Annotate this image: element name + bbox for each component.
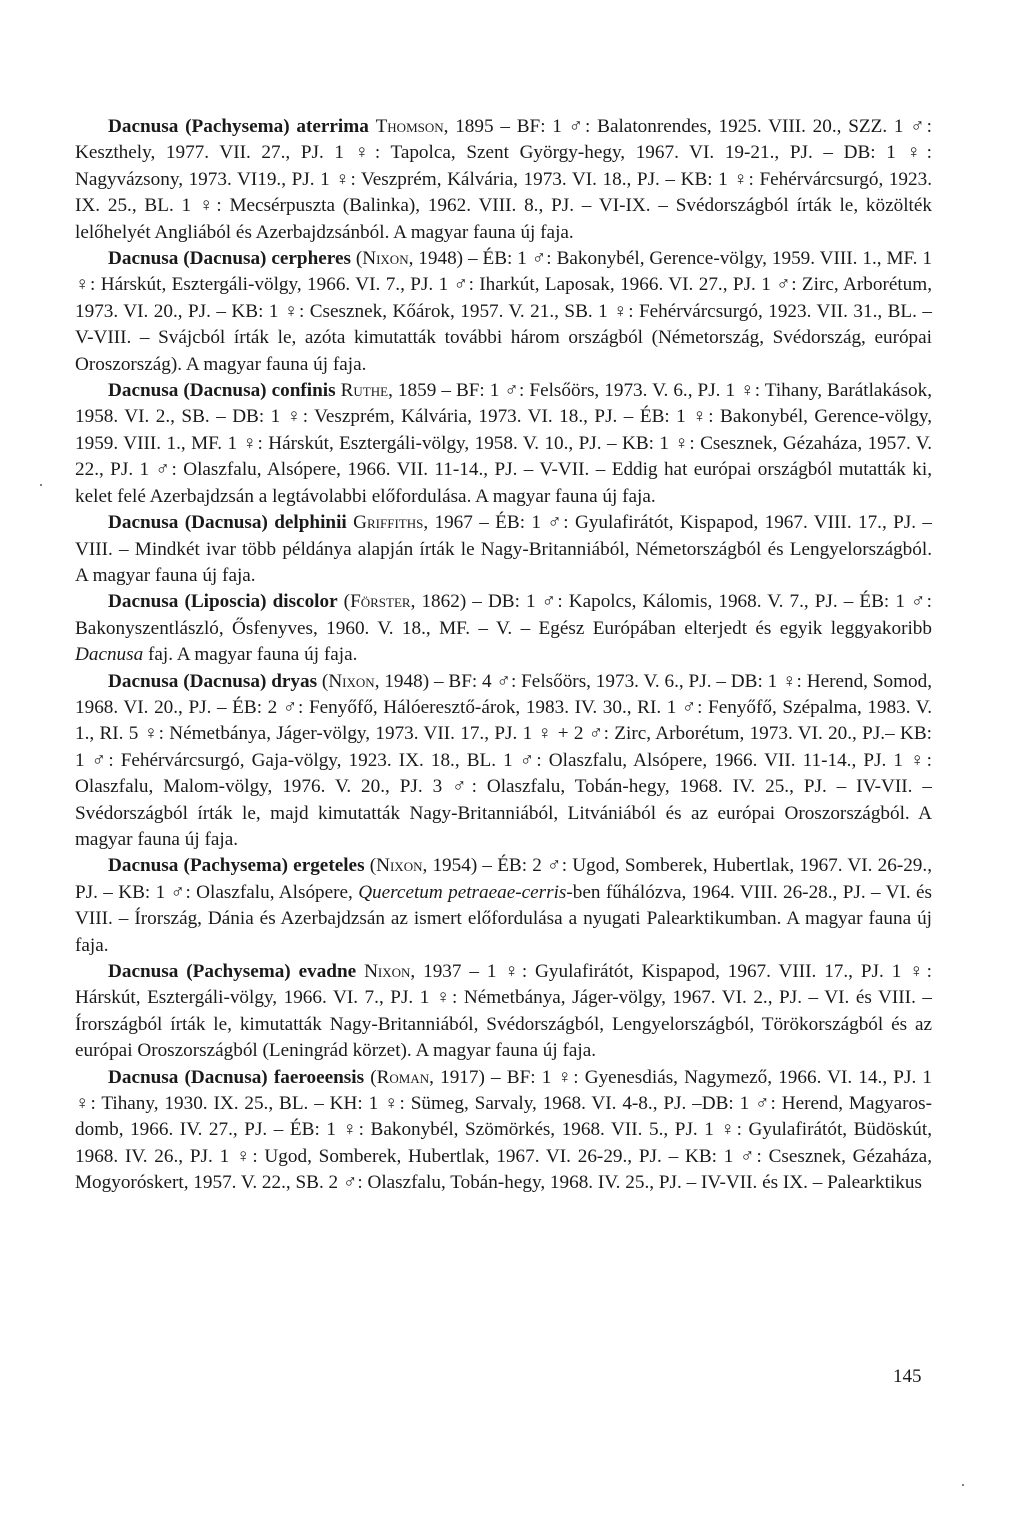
scan-speck — [962, 1484, 964, 1486]
entry-text: , 1859 – BF: 1 ♂: Felsőörs, 1973. V. 6., PJ. 1 ♀: Tihany, Barátlakások, 1958. VI. 2., SB. – DB: 1 ♀: Veszprém, Kálvária, 1973. VI. 18., PJ. – ÉB: 1 ♀: Bakonybél, Gerence-völgy, 1959. VIII. 1., MF. 1 ♀: Hárskút, Esztergáli-völgy, 1958. V. 10., PJ. – KB: 1 ♀: Csesznek, Gézaháza, 1957. V. 22., PJ. 1 ♂: Olaszfalu, Alsópere, 1966. VII. 11-14., PJ. – V-VII. – Eddig hat európai országból mutatták ki, kelet felé Azerbajdzsán a legtávolabbi előfordulása. A magyar fauna új faja. — [75, 380, 932, 507]
author-name: Thomson — [375, 116, 444, 137]
species-name: Dacnusa (Dacnusa) delphinii — [108, 512, 347, 534]
author-name: Nixon — [364, 961, 411, 982]
author-open-paren: ( — [364, 1066, 377, 1088]
author-open-paren: ( — [364, 855, 377, 877]
species-entry-confinis — [75, 378, 932, 510]
species-name: Dacnusa (Dacnusa) confinis — [108, 380, 336, 402]
italic-genus: Dacnusa — [75, 644, 144, 666]
species-entry-evadne — [75, 959, 932, 1065]
species-name: Dacnusa (Dacnusa) dryas — [108, 670, 318, 692]
author-open-paren: ( — [337, 591, 351, 613]
species-name: Dacnusa (Pachysema) aterrima — [108, 116, 369, 137]
italic-habitat: Quercetum petraeae-cerris — [358, 881, 567, 903]
entry-text: , 1895 – BF: 1 ♂: Balatonrendes, 1925. VIII. 20., SZZ. 1 ♂: Keszthely, 1977. VII. 27., PJ. 1 ♀: Tapolca, Szent György-hegy, 1967. VI. 19-21., PJ. – DB: 1 ♀: Nagyvázsony, 1973. VI19., PJ. 1 ♀: Veszprém, Kálvária, 1973. VI. 18., PJ. – KB: 1 ♀: Fehérvárcsurgó, 1923. IX. 25., BL. 1 ♀: Mecsérpuszta (Balinka), 1962. VIII. 8., PJ. – VI-IX. – Svédországból írták le, közölték lelőhelyét Angliából és Azerbajdzsánból. A magyar fauna új faja. — [75, 116, 932, 243]
species-entry-dryas — [75, 669, 932, 854]
entry-text: , 1917) – BF: 1 ♀: Gyenesdiás, Nagymező, 1966. VI. 14., PJ. 1 ♀: Tihany, 1930. IX. 25., BL. – KH: 1 ♀: Sümeg, Sarvaly, 1968. VI. 4-8., PJ. –DB: 1 ♂: Herend, Magyaros-domb, 1966. IV. 27., PJ. – ÉB: 1 ♀: Bakonybél, Szömörkés, 1968. VII. 5., PJ. 1 ♀: Gyulafirátót, Büdöskút, 1968. IV. 26., PJ. 1 ♀: Ugod, Somberek, Hubertlak, 1967. VI. 26-29., PJ. – KB: 1 ♂: Csesznek, Gézaháza, Mogyoróskert, 1957. V. 22., SB. 2 ♂: Olaszfalu, Tobán-hegy, 1968. IV. 25., PJ. – IV-VII. és IX. – Palearktikus — [75, 1066, 932, 1194]
entry-text-continued: -ben fűhálózva, 1964. VIII. 26-28., PJ. – VI. és VIII. – Írország, Dánia és Azerbajdzsán az ismert előfordulása a nyugati Palearktikumban. A magyar fauna új faja. — [75, 881, 932, 956]
author-name: Roman — [376, 1066, 430, 1088]
author-name: Nixon — [362, 248, 409, 270]
entry-text: , 1948) – BF: 4 ♂: Felsőörs, 1973. V. 6., PJ. – DB: 1 ♀: Herend, Somod, 1968. VI. 20., PJ. – ÉB: 2 ♂: Fenyőfő, Hálóeresztő-árok, 1983. IV. 30., RI. 1 ♂: Fenyőfő, Szépalma, 1983. V. 1., RI. 5 ♀: Németbánya, Jáger-völgy, 1973. VII. 17., PJ. 1 ♀ + 2 ♂: Zirc, Arborétum, 1973. VI. 20., PJ.– KB: 1 ♂: Fehérvárcsurgó, Gaja-völgy, 1923. IX. 18., BL. 1 ♂: Olaszfalu, Alsópere, 1966. VII. 11-14., PJ. 1 ♀: Olaszfalu, Malom-völgy, 1976. V. 20., PJ. 3 ♂: Olaszfalu, Tobán-hegy, 1968. IV. 25., PJ. – IV-VII. – Svédországból írták le, majd kimutatták Nagy-Britanniából, Litvániából és az európai Oroszországból. A magyar fauna új faja. — [75, 670, 932, 850]
species-entry-cerpheres — [75, 246, 932, 378]
author-name: Nixon — [376, 855, 423, 877]
species-entry-delphinii — [75, 510, 932, 589]
page-number: 145 — [893, 1366, 922, 1387]
author-open-paren: ( — [350, 248, 363, 270]
entry-text-continued: faj. A magyar fauna új faja. — [143, 644, 358, 666]
species-name: Dacnusa (Dacnusa) cerpheres — [108, 248, 351, 270]
author-name: Förster — [350, 591, 411, 613]
entry-text: , 1948) – ÉB: 1 ♂: Bakonybél, Gerence-völgy, 1959. VIII. 1., MF. 1 ♀: Hárskút, Esztergáli-völgy, 1966. VI. 7., PJ. 1 ♂: Iharkút, Laposak, 1966. VI. 27., PJ. 1 ♂: Zirc, Arborétum, 1973. VI. 20., PJ. – KB: 1 ♀: Csesznek, Kőárok, 1957. V. 21., SB. 1 ♀: Fehérvárcsurgó, 1923. VII. 31., BL. – V-VIII. – Svájcból írták le, azóta kimutatták további három országból (Németország, Svédország, európai Oroszország). A magyar fauna új faja. — [75, 248, 932, 375]
page-body — [75, 114, 932, 1197]
species-name: Dacnusa (Pachysema) evadne — [108, 961, 357, 982]
species-entry-aterrima — [75, 114, 932, 246]
species-entry-faeroeensis — [75, 1065, 932, 1197]
species-entry-discolor — [75, 589, 932, 668]
entry-text: , 1954) – ÉB: 2 ♂: Ugod, Somberek, Hubertlak, 1967. VI. 26-29., PJ. – KB: 1 ♂: Olaszfalu, Alsópere, — [75, 855, 932, 903]
species-name: Dacnusa (Liposcia) discolor — [108, 591, 338, 613]
author-name: Nixon — [328, 670, 375, 692]
author-name: Griffiths — [353, 512, 424, 534]
scan-speck — [40, 484, 42, 486]
entry-text: , 1967 – ÉB: 1 ♂: Gyulafirátót, Kispapod, 1967. VIII. 17., PJ. – VIII. – Mindkét ivar több példánya alapján írták le Nagy-Britanniából, Németországból és Lengyelországból. A magyar fauna új faja. — [75, 512, 932, 586]
author-open-paren: ( — [317, 670, 329, 692]
species-name: Dacnusa (Dacnusa) faeroeensis — [108, 1066, 365, 1088]
species-entry-ergeteles — [75, 853, 932, 959]
entry-text: , 1862) – DB: 1 ♂: Kapolcs, Kálomis, 1968. V. 7., PJ. – ÉB: 1 ♂: Bakonyszentlászló, Ősfenyves, 1960. V. 18., MF. – V. – Egész Európában elterjedt és egyik leggyakoribb — [75, 591, 932, 639]
species-name: Dacnusa (Pachysema) ergeteles — [108, 855, 365, 877]
entry-text: , 1937 – 1 ♀: Gyulafirátót, Kispapod, 1967. VIII. 17., PJ. 1 ♀: Hárskút, Esztergáli-völgy, 1966. VI. 7., PJ. 1 ♀: Németbánya, Jáger-völgy, 1967. VI. 2., PJ. – VI. és VIII. – Írországból írták le, kimutatták Nagy-Britanniából, Svédországból, Lengyelországból, Törökországból és az európai Oroszországból (Leningrád körzet). A magyar fauna új faja. — [75, 961, 932, 1062]
author-name: Ruthe — [340, 380, 389, 402]
